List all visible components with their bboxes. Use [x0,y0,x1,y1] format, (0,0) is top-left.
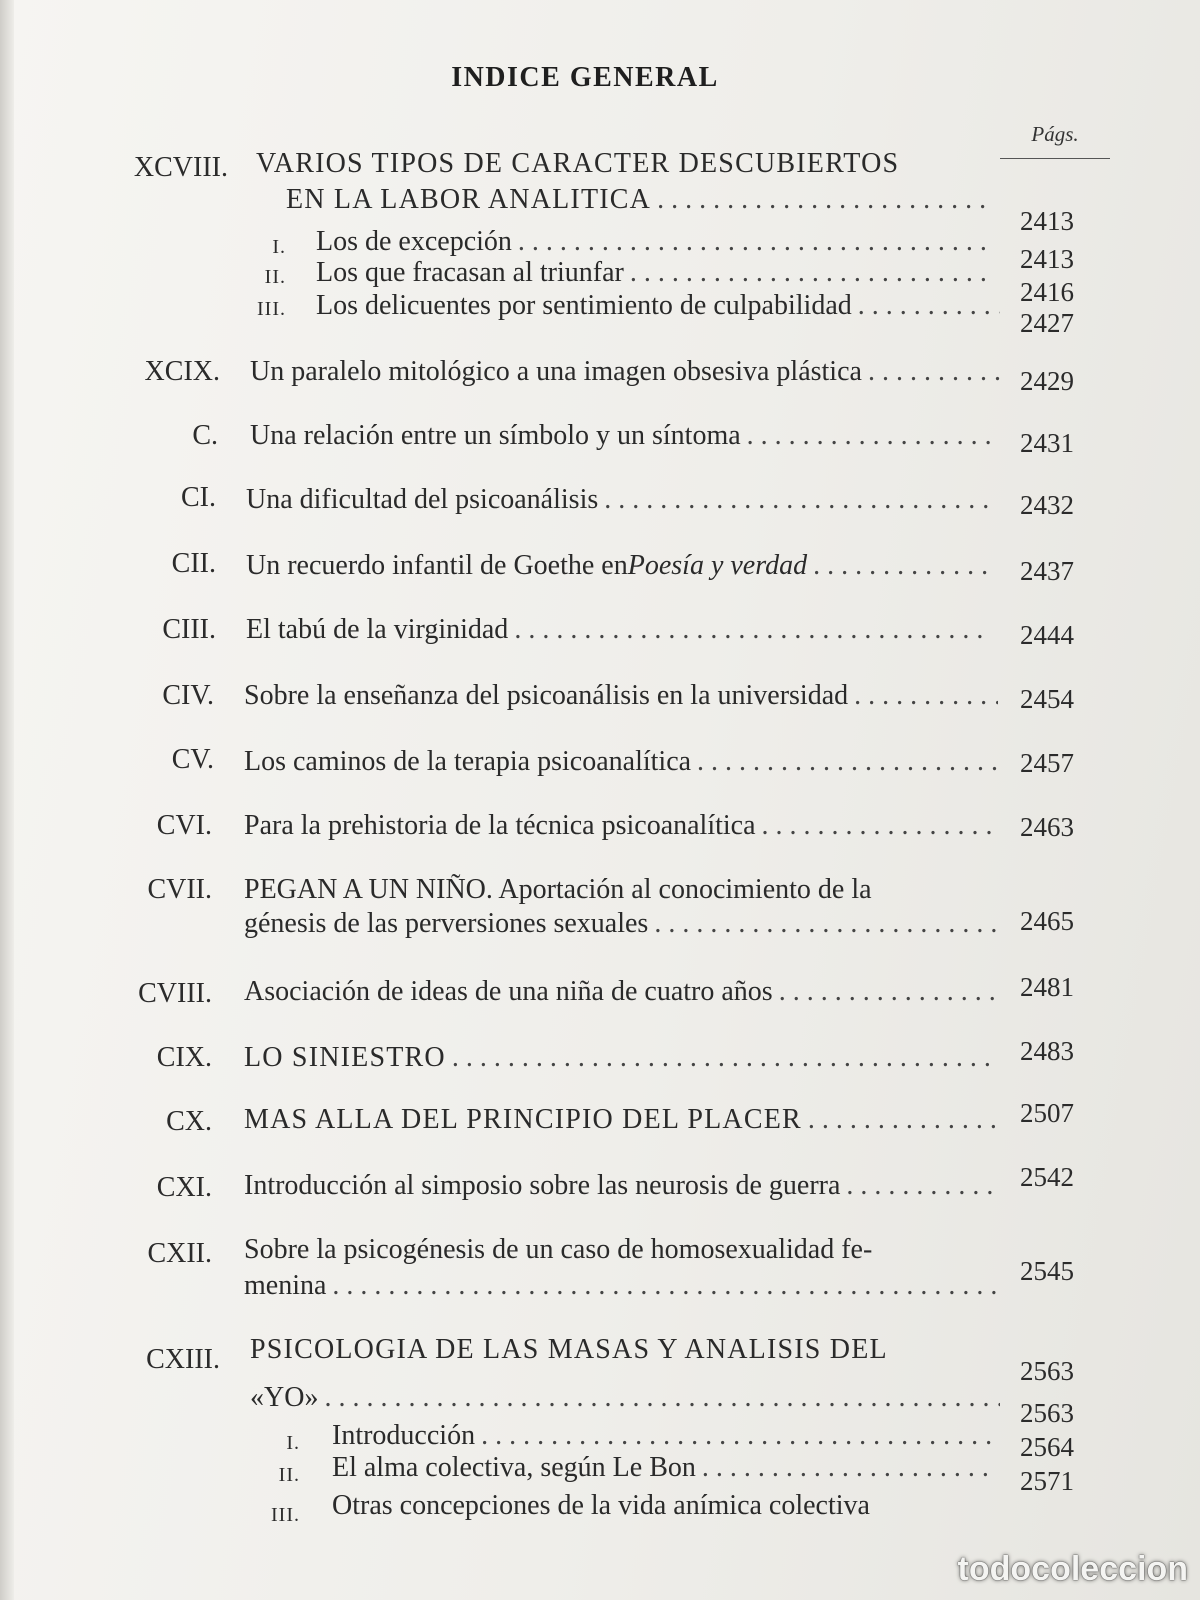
entry-number: CXII. [147,1238,212,1269]
entry-title: Sobre la enseñanza del psicoanálisis en la universidad [244,680,849,711]
entry-title-line [332,1452,1002,1484]
entry-title-line [244,746,1004,778]
watermark-logo: todocoleccion [957,1550,1188,1588]
entry-title-line [256,148,996,180]
page-number: 2454 [1020,684,1074,714]
entry-title-line [244,1170,1004,1202]
page-number: 2432 [1020,490,1074,520]
page-number: 2465 [1020,906,1074,936]
entry-title: VARIOS TIPOS DE CARACTER DESCUBIERTOS [256,148,900,179]
entry-title: génesis de las perversiones sexuales [244,908,649,939]
entry-title-line [332,1420,1002,1452]
leader-dots [452,1042,998,1074]
leader-dots [697,746,998,778]
entry-title: Otras concepciones de la vida anímica colectiva [332,1490,870,1521]
entry-title: Una dificultad del psicoanálisis [246,484,599,515]
entry-title: PSICOLOGIA DE LAS MASAS Y ANALISIS DEL [250,1334,888,1365]
page-number: 2507 [1020,1098,1074,1128]
entry-number: I. [272,236,286,258]
entry-title: Introducción al simposio sobre las neurosis de guerra [244,1170,841,1201]
leader-dots [813,550,990,582]
entry-title-line [316,290,1006,322]
pages-column-label: Págs. [1031,122,1079,146]
leader-dots [747,420,994,452]
entry-number: CIII. [162,614,216,645]
entry-title-line [244,1234,1004,1266]
leader-dots [702,1452,996,1484]
entry-title-line [332,1490,1012,1522]
page-number: 2413 [1020,206,1074,236]
pages-column-rule [1000,158,1110,159]
entry-number: CXI. [156,1172,212,1203]
leader-dots [481,1420,996,1452]
entry-title: Los caminos de la terapia psicoanalítica [244,746,692,777]
entry-number: III. [271,1504,300,1526]
entry-title: Introducción [332,1420,476,1451]
entry-title: Para la prehistoria de la técnica psicoanalítica [244,810,756,841]
entry-title: Un recuerdo infantil de Goethe en [246,550,628,581]
entry-title: Asociación de ideas de una niña de cuatro años [244,976,773,1007]
leader-dots [762,810,994,842]
entry-title: EN LA LABOR ANALITICA [286,184,652,215]
entry-number: CVII. [147,874,212,905]
entry-title: MAS ALLA DEL PRINCIPIO DEL PLACER [244,1104,802,1135]
entry-title-line [250,1382,1006,1414]
entry-number: CI. [181,482,216,513]
entry-title-line [244,810,1000,842]
entry-title-line [244,976,1004,1008]
entry-title-italic: Poesía y verdad [627,550,808,581]
entry-title: Los delicuentes por sentimiento de culpabilidad [316,290,852,321]
entry-number: CVI. [156,810,212,841]
leader-dots [779,976,998,1008]
page-number: 2444 [1020,620,1074,650]
entry-title-line [316,226,996,258]
entry-title: «YO» [250,1382,319,1413]
entry-number: CXIII. [146,1344,220,1375]
entry-title: Los de excepción [316,226,512,257]
entry-number: CII. [171,548,216,579]
entry-title: Una relación entre un símbolo y un síntoma [250,420,741,451]
entry-title-line [244,1042,1004,1074]
entry-number: CV. [171,744,214,775]
entry-number: CVIII. [138,978,212,1009]
entry-number: III. [257,298,286,320]
page-number: 2416 [1020,277,1074,307]
entry-title: Sobre la psicogénesis de un caso de homosexualidad fe- [244,1234,873,1265]
entry-title-line [246,614,996,646]
entry-title-line [250,356,1010,388]
page-number: 2457 [1020,748,1074,778]
entry-number: XCIX. [144,356,220,387]
entry-title-line [244,908,1004,940]
entry-number: C. [192,420,218,451]
entry-number: I. [286,1432,300,1454]
page-number: 2431 [1020,428,1074,458]
entry-title: Los que fracasan al triunfar [316,257,624,288]
page-number: 2481 [1020,972,1074,1002]
entry-number: CX. [166,1106,212,1137]
page-number: 2413 [1020,244,1074,274]
entry-title: LO SINIESTRO [244,1042,446,1073]
entry-number: II. [264,266,286,288]
entry-title-line [246,550,996,582]
leader-dots [846,1170,998,1202]
entry-title-line [244,1270,1004,1302]
entry-title-line [316,257,996,289]
page-number: 2427 [1020,308,1074,338]
page-number: 2542 [1020,1162,1074,1192]
entry-number: XCVIII. [133,152,228,183]
entry-title: menina [244,1270,327,1301]
entry-title-line [244,680,1004,712]
entry-number: II. [278,1464,300,1486]
entry-title: PEGAN A UN NIÑO. Aportación al conocimiento de la [244,874,872,905]
leader-dots [808,1104,998,1136]
entry-title: Un paralelo mitológico a una imagen obsesiva plástica [250,356,862,387]
page-number: 2563 [1020,1356,1074,1386]
entry-title: El tabú de la virginidad [246,614,509,645]
page-edge [0,0,14,1600]
page-number: 2564 [1020,1432,1074,1462]
page-number: 2463 [1020,812,1074,842]
entry-title-line [250,420,1000,452]
leader-dots [514,614,990,646]
leader-dots [332,1270,998,1302]
leader-dots [630,257,990,289]
leader-dots [657,184,990,216]
entry-title: El alma colectiva, según Le Bon [332,1452,696,1483]
leader-dots [324,1382,1000,1414]
page-number: 2563 [1020,1398,1074,1428]
page-title: INDICE GENERAL [451,62,719,93]
page-number: 2571 [1020,1466,1074,1496]
page-number: 2437 [1020,556,1074,586]
leader-dots [654,908,998,940]
leader-dots [518,226,990,258]
page-number: 2429 [1020,366,1074,396]
entry-number: CIX. [156,1042,212,1073]
entry-title-line [286,184,996,216]
entry-title-line [246,484,996,516]
entry-title-line [244,874,1004,906]
page-number: 2483 [1020,1036,1074,1066]
entry-title-line [250,1334,1010,1366]
entry-title-line [244,1104,1004,1136]
leader-dots [858,290,1000,322]
entry-number: CIV. [162,680,214,711]
leader-dots [854,680,998,712]
page-number: 2545 [1020,1256,1074,1286]
leader-dots [604,484,990,516]
